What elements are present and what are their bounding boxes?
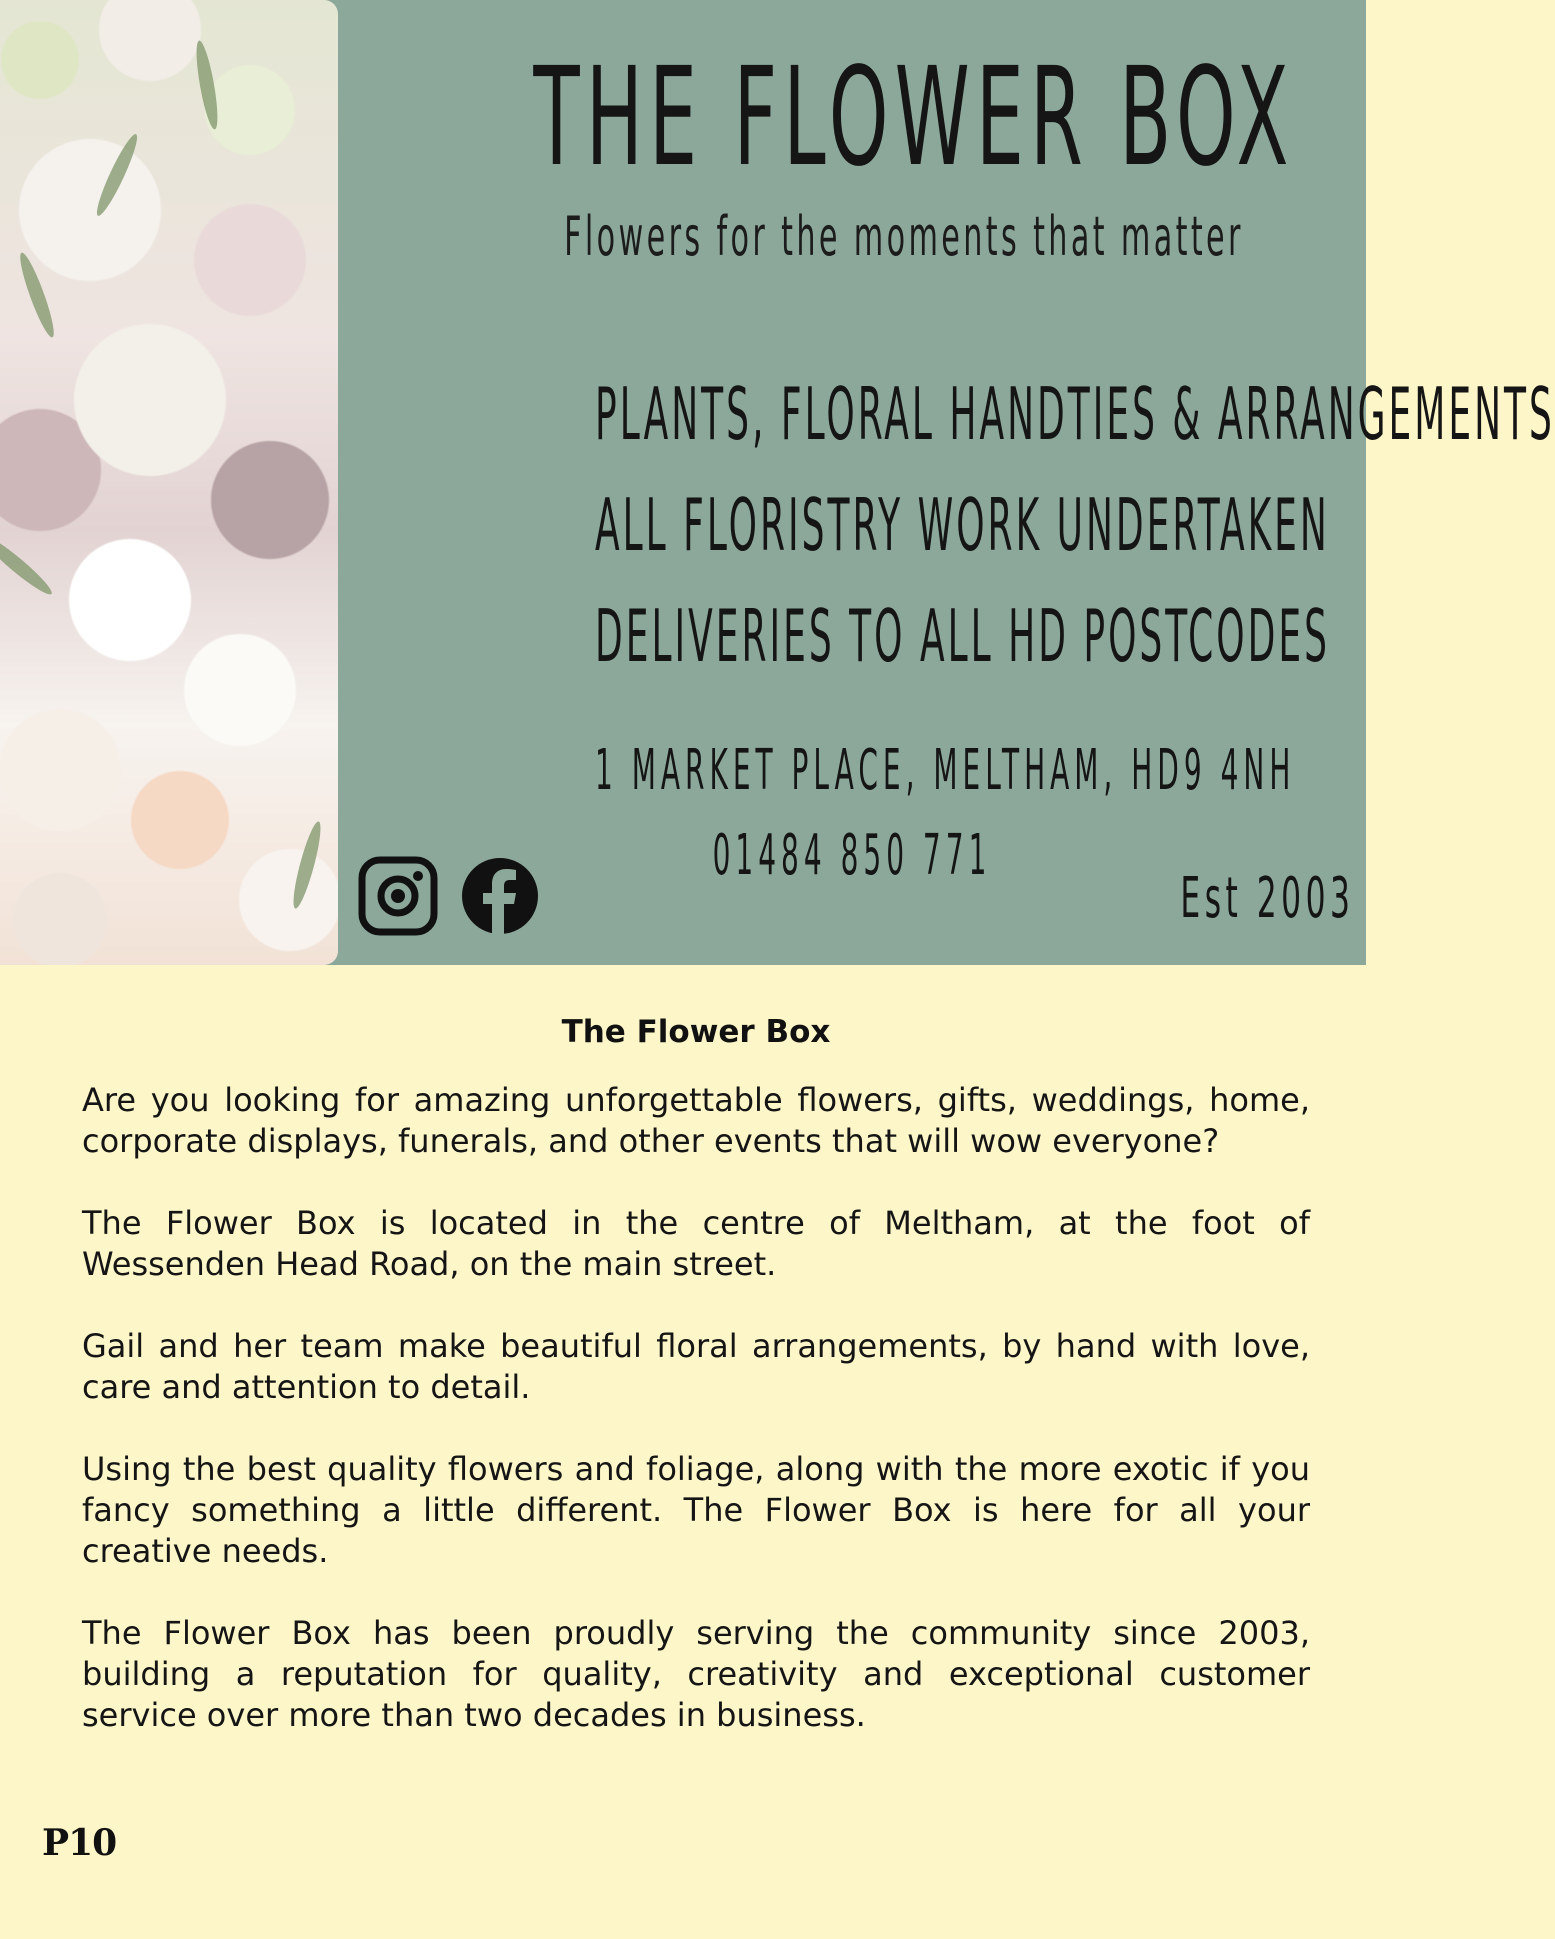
article — [82, 1010, 1310, 1777]
instagram-icon[interactable] — [358, 856, 438, 936]
article-heading: The Flower Box — [561, 1014, 831, 1050]
article-paragraph: The Flower Box is located in the centre of Meltham, at the foot of Wessenden Head Road, on the main street. — [82, 1204, 1310, 1283]
service-line: ALL FLORISTRY WORK UNDERTAKEN — [595, 483, 1330, 567]
flower-photo — [0, 0, 338, 965]
article-paragraph: Are you looking for amazing unforgettable flowers, gifts, weddings, home, corporate displays, funerals, and other events that will wow everyone? — [82, 1081, 1310, 1160]
service-line: DELIVERIES TO ALL HD POSTCODES — [595, 594, 1330, 678]
article-paragraph: Gail and her team make beautiful floral arrangements, by hand with love, care and attention to detail. — [82, 1327, 1310, 1406]
article-paragraph: Using the best quality flowers and foliage, along with the more exotic if you fancy something a little different. The Flower Box is here for all your creative needs. — [82, 1450, 1310, 1570]
article-paragraph: The Flower Box has been proudly serving the community since 2003, building a reputation for quality, creativity and exceptional customer service over more than two decades in business. — [82, 1614, 1310, 1734]
page-number: P10 — [42, 1822, 117, 1864]
established-year: Est 2003 — [1180, 866, 1355, 931]
service-line: PLANTS, FLORAL HANDTIES & ARRANGEMENTS — [595, 372, 1555, 456]
shop-tagline: Flowers for the moments that matter — [564, 205, 1244, 268]
shop-phone: 01484 850 771 — [712, 823, 992, 888]
shop-title: THE FLOWER BOX — [533, 39, 1295, 197]
advert-banner — [0, 0, 1555, 965]
facebook-icon[interactable] — [460, 856, 540, 936]
shop-address: 1 MARKET PLACE, MELTHAM, HD9 4NH — [595, 738, 1296, 803]
